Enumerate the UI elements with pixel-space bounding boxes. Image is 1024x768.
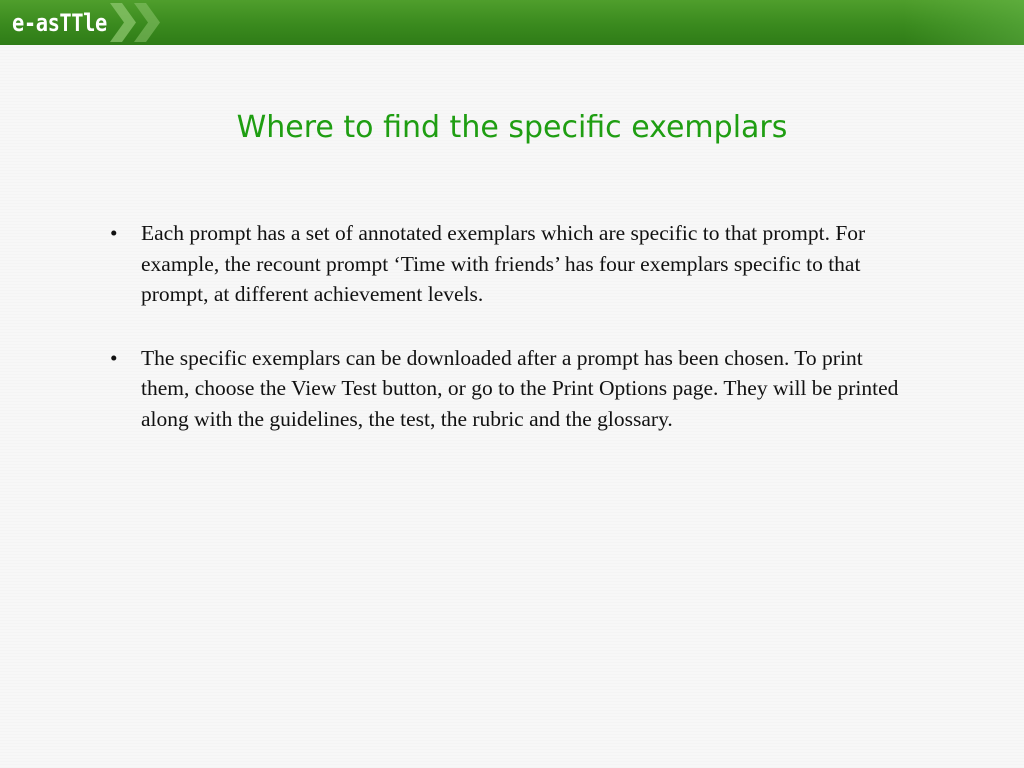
bullet-marker: • — [110, 221, 118, 245]
header-glow — [904, 0, 1024, 45]
bullet-item — [110, 218, 900, 310]
bullet-list — [110, 218, 900, 467]
e-asttle-logo: e-asTTle — [12, 9, 107, 37]
bullet-marker: • — [110, 345, 118, 370]
bullet-text: Each prompt has a set of annotated exemplars which are specific to that prompt. For example, the recount prompt ‘Time with friends’ has four exemplars specific to that prompt, at different achievement levels. — [141, 221, 866, 306]
bullet-text: The specific exemplars can be downloaded after a prompt has been chosen. To print them, choose the View Test button, or go to the Print Options page. They will be printed along with the guidelines, the test, the rubric and the glossary. — [141, 345, 899, 431]
header-bar — [0, 0, 1024, 45]
double-chevron-right-icon — [108, 0, 178, 45]
slide-title: Where to find the specific exemplars — [236, 110, 788, 145]
bullet-item — [110, 343, 900, 435]
